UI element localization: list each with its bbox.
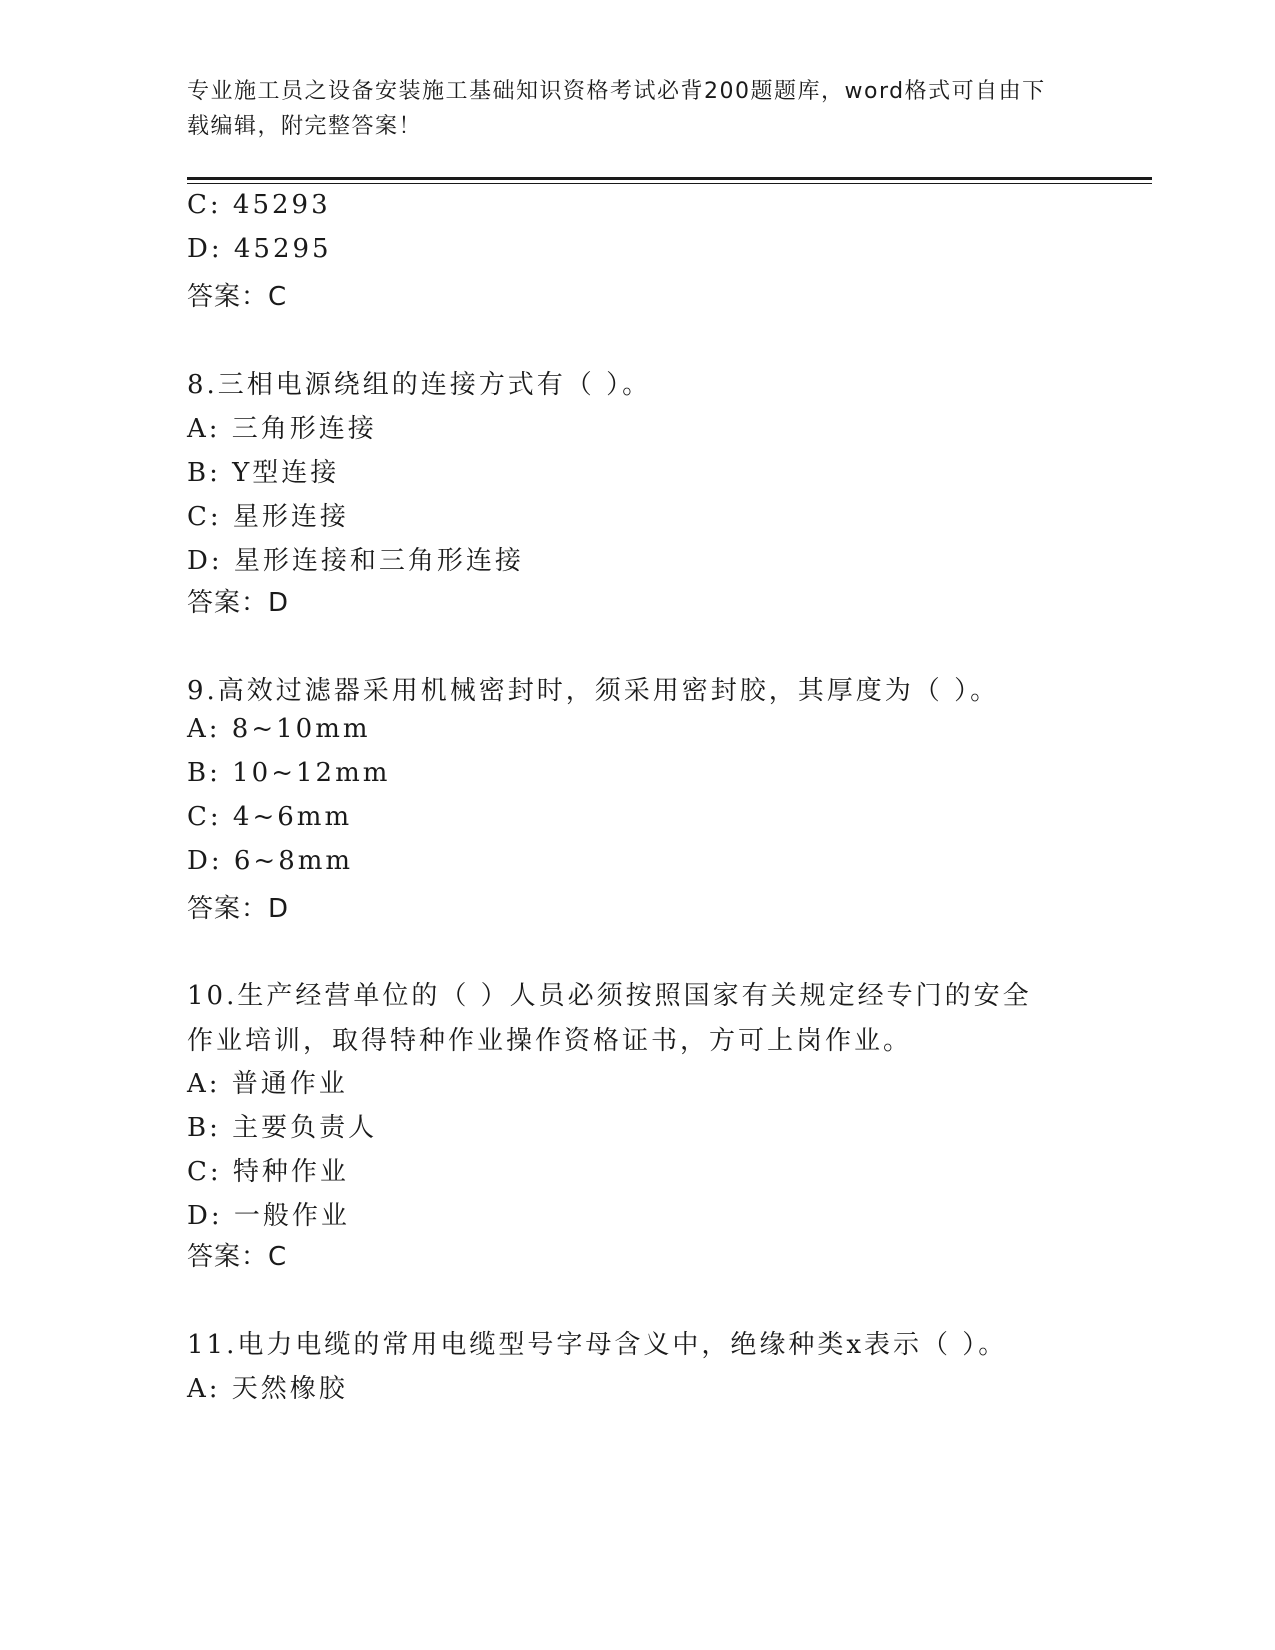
header-divider xyxy=(187,177,1152,180)
q11-question: 11.电力电缆的常用电缆型号字母含义中，绝缘种类x表示（ ）。 xyxy=(187,1330,1008,1360)
q7-option-d: D: 45295 xyxy=(187,234,332,264)
q9-option-d: D: 6~8mm xyxy=(187,846,354,876)
q10-option-d: D: 一般作业 xyxy=(187,1201,350,1231)
q10-option-b: B: 主要负责人 xyxy=(187,1113,378,1143)
q7-option-c: C: 45293 xyxy=(187,190,331,220)
q9-answer: 答案：D xyxy=(187,894,290,924)
q10-option-c: C: 特种作业 xyxy=(187,1157,349,1187)
q10-answer: 答案：C xyxy=(187,1242,288,1272)
document-header: 专业施工员之设备安装施工基础知识资格考试必背200题题库，word格式可自由下载编辑，附完整答案！ xyxy=(187,79,1046,139)
q8-answer: 答案：D xyxy=(187,588,290,618)
q7-answer: 答案：C xyxy=(187,282,288,312)
q8-option-b: B: Y型连接 xyxy=(187,458,340,488)
header-divider-thin xyxy=(187,183,1152,184)
q10-question: 10.生产经营单位的（ ）人员必须按照国家有关规定经专门的安全作业培训，取得特种作业操作资格证书，方可上岗作业。 xyxy=(187,981,1032,1056)
q10-option-a: A: 普通作业 xyxy=(187,1069,348,1099)
q9-option-c: C: 4~6mm xyxy=(187,802,353,832)
q8-option-c: C: 星形连接 xyxy=(187,502,349,532)
q9-option-a: A: 8~10mm xyxy=(187,714,371,744)
q11-option-a: A: 天然橡胶 xyxy=(187,1374,348,1404)
q9-question: 9.高效过滤器采用机械密封时，须采用密封胶，其厚度为（ ）。 xyxy=(187,676,1000,706)
q8-question: 8.三相电源绕组的连接方式有（ ）。 xyxy=(187,370,652,400)
q8-option-d: D: 星形连接和三角形连接 xyxy=(187,546,524,576)
q8-option-a: A: 三角形连接 xyxy=(187,414,377,444)
q9-option-b: B: 10~12mm xyxy=(187,758,391,788)
